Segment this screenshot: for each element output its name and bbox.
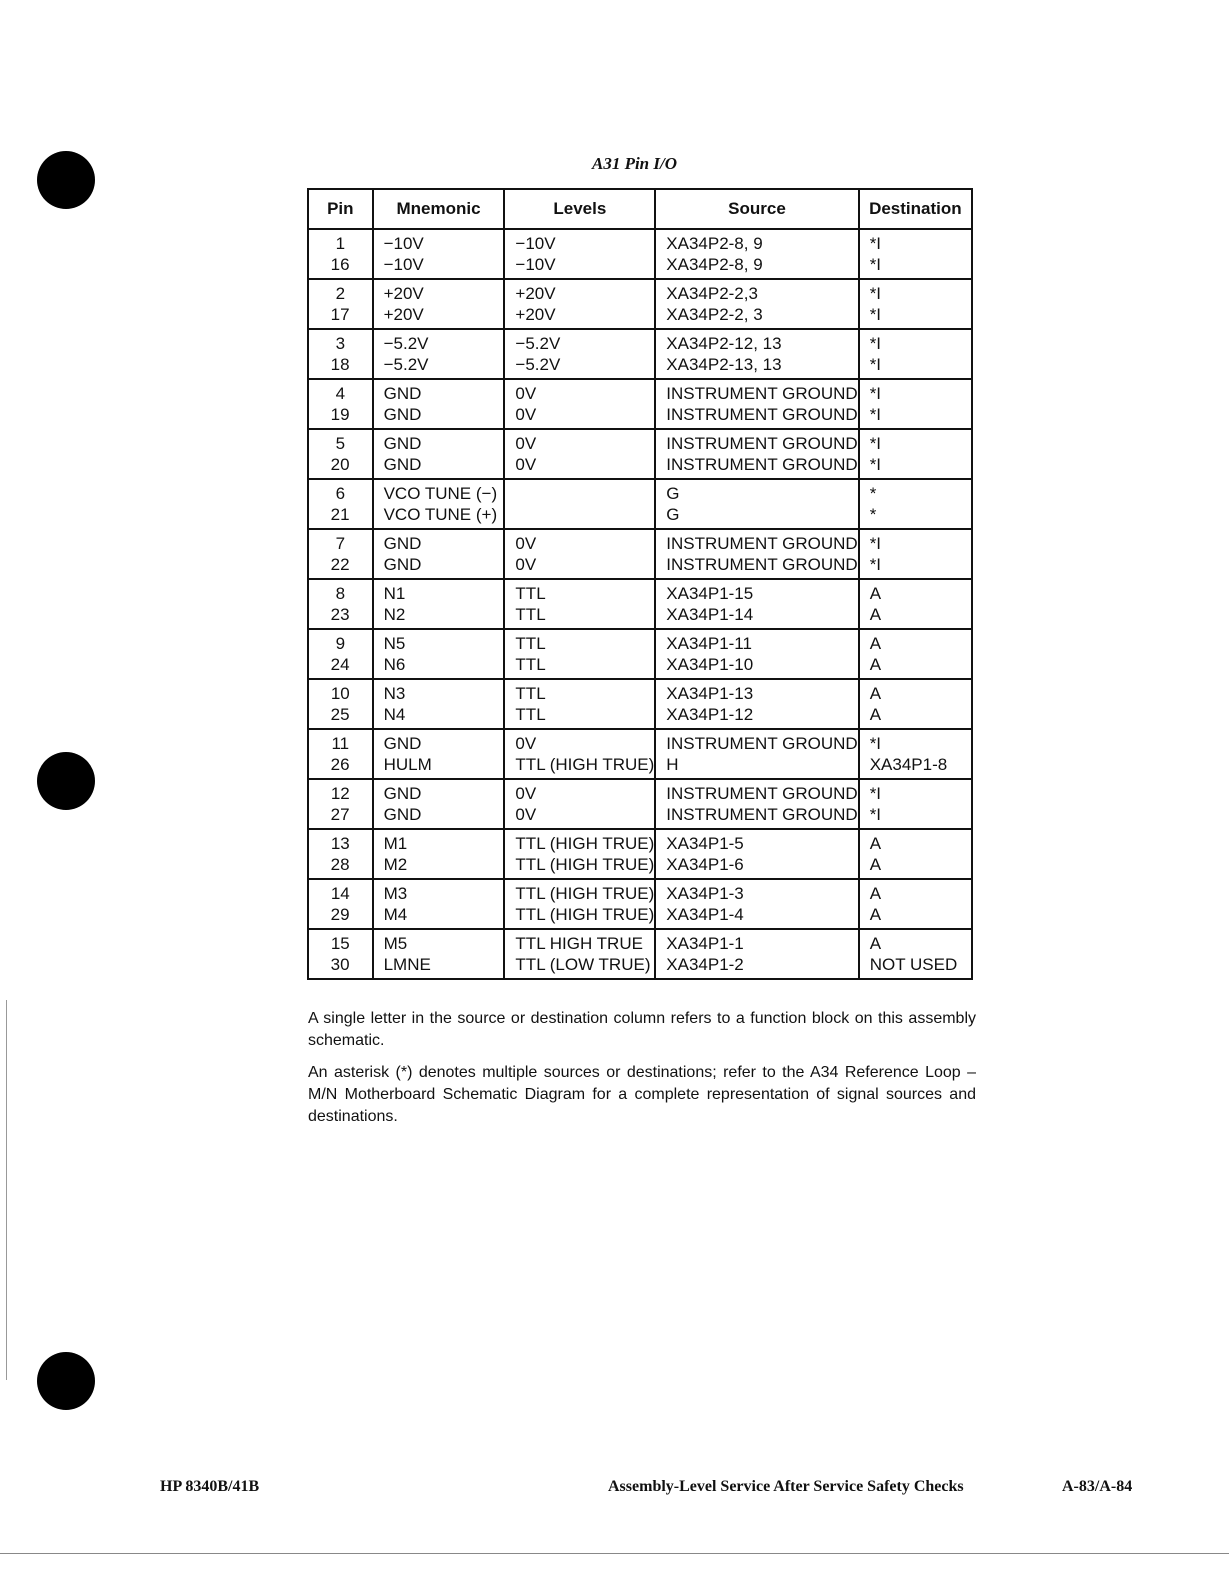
levels-cell (504, 479, 655, 529)
source-cell (655, 779, 858, 829)
levels-cell-line: TTL (515, 584, 546, 603)
table-row (308, 879, 972, 929)
page-title: A31 Pin I/O (591, 154, 678, 173)
mnemonic-cell (373, 779, 505, 829)
pin-cell-line: 26 (330, 755, 350, 774)
table-row (308, 679, 972, 729)
source-cell-line: INSTRUMENT GROUND (666, 405, 858, 424)
source-cell-line: G (666, 505, 680, 524)
source-cell-line: XA34P2-2,3 (666, 284, 758, 303)
column-header-pin: Pin (308, 189, 373, 229)
pin-cell (308, 429, 373, 479)
table-row (308, 579, 972, 629)
pin-cell-line: 19 (330, 405, 350, 424)
source-cell (655, 529, 858, 579)
destination-cell-line: XA34P1-8 (869, 755, 948, 774)
pin-cell (308, 829, 373, 879)
destination-cell-line: *I (869, 784, 882, 803)
pin-cell-line: 4 (335, 384, 346, 403)
margin-line (6, 1000, 7, 1380)
pin-cell (308, 729, 373, 779)
note-single-letter: A single letter in the source or destination column refers to a function block on this assembly schematic. (308, 1010, 976, 1049)
mnemonic-cell-line: N2 (383, 605, 406, 624)
notes (308, 1008, 976, 1138)
destination-cell-line: NOT USED (869, 955, 958, 974)
destination-cell (859, 229, 972, 279)
source-cell (655, 879, 858, 929)
pin-cell-line: 2 (335, 284, 346, 303)
destination-cell (859, 729, 972, 779)
mnemonic-cell (373, 629, 505, 679)
mnemonic-cell-line: M1 (383, 834, 408, 853)
destination-cell-line: A (869, 684, 882, 703)
levels-cell-line: 0V (515, 805, 537, 824)
source-cell-line: XA34P1-14 (666, 605, 754, 624)
destination-cell-line: *I (869, 234, 882, 253)
pin-cell-line: 13 (330, 834, 350, 853)
mnemonic-cell (373, 229, 505, 279)
source-cell-line: XA34P2-2, 3 (666, 305, 763, 324)
levels-cell-line: 0V (515, 534, 537, 553)
pin-cell (308, 929, 373, 979)
pin-cell (308, 579, 373, 629)
pin-cell-line: 15 (330, 934, 350, 953)
pin-cell-line: 20 (330, 455, 350, 474)
mnemonic-cell (373, 529, 505, 579)
source-cell (655, 829, 858, 879)
levels-cell-line: TTL (LOW TRUE) (515, 955, 651, 974)
mnemonic-cell (373, 279, 505, 329)
mnemonic-cell-line: +20V (383, 305, 424, 324)
source-cell-line: XA34P1-6 (666, 855, 744, 874)
levels-cell-line: 0V (515, 405, 537, 424)
levels-cell-line: −10V (515, 255, 556, 274)
column-header-mnemonic: Mnemonic (373, 189, 505, 229)
mnemonic-cell-line: GND (383, 384, 422, 403)
levels-cell-line: +20V (515, 284, 556, 303)
pin-cell (308, 279, 373, 329)
source-cell (655, 429, 858, 479)
source-cell-line: XA34P2-8, 9 (666, 255, 763, 274)
destination-cell-line: A (869, 584, 882, 603)
levels-cell (504, 579, 655, 629)
mnemonic-cell-line: GND (383, 434, 422, 453)
pin-cell-line: 11 (331, 734, 350, 753)
mnemonic-cell-line: N1 (383, 584, 406, 603)
destination-cell (859, 379, 972, 429)
pin-io-table (307, 188, 973, 980)
pin-cell (308, 479, 373, 529)
source-cell-line: XA34P2-12, 13 (666, 334, 782, 353)
pin-cell (308, 229, 373, 279)
mnemonic-cell-line: N3 (383, 684, 406, 703)
levels-cell-line: TTL HIGH TRUE (515, 934, 643, 953)
table-body (308, 229, 972, 979)
table-row (308, 829, 972, 879)
source-cell-line: XA34P1-3 (666, 884, 744, 903)
destination-cell-line: A (869, 884, 882, 903)
mnemonic-cell (373, 329, 505, 379)
destination-cell-line: A (869, 605, 882, 624)
destination-cell-line: A (869, 855, 882, 874)
mnemonic-cell (373, 879, 505, 929)
destination-cell-line: *I (869, 734, 882, 753)
levels-cell (504, 229, 655, 279)
source-cell-line: INSTRUMENT GROUND (666, 384, 858, 403)
table-row (308, 479, 972, 529)
mnemonic-cell (373, 579, 505, 629)
binder-hole-bottom (37, 1352, 95, 1410)
source-cell (655, 479, 858, 529)
mnemonic-cell (373, 379, 505, 429)
mnemonic-cell-line: GND (383, 405, 422, 424)
source-cell (655, 229, 858, 279)
binder-hole-middle (37, 752, 95, 810)
destination-cell-line: *I (869, 805, 882, 824)
footer-center: Assembly-Level Service After Service Safety Checks (608, 1478, 964, 1495)
mnemonic-cell (373, 429, 505, 479)
levels-cell-line: 0V (515, 555, 537, 574)
table-row (308, 529, 972, 579)
levels-cell-line: TTL (HIGH TRUE) (515, 755, 655, 774)
levels-cell (504, 629, 655, 679)
table-row (308, 629, 972, 679)
destination-cell-line: A (869, 934, 882, 953)
levels-cell-line (505, 483, 654, 504)
pin-cell (308, 679, 373, 729)
destination-cell (859, 679, 972, 729)
pin-cell-line: 16 (330, 255, 350, 274)
levels-cell (504, 279, 655, 329)
mnemonic-cell-line: GND (383, 734, 422, 753)
mnemonic-cell (373, 929, 505, 979)
pin-cell-line: 6 (335, 484, 346, 503)
destination-cell (859, 429, 972, 479)
source-cell-line: H (666, 755, 679, 774)
destination-cell (859, 829, 972, 879)
pin-cell-line: 12 (330, 784, 350, 803)
source-cell-line: XA34P2-13, 13 (666, 355, 782, 374)
destination-cell-line: *I (869, 334, 882, 353)
source-cell-line: INSTRUMENT GROUND (666, 455, 858, 474)
table-row (308, 779, 972, 829)
pin-cell-line: 1 (335, 234, 346, 253)
levels-cell (504, 829, 655, 879)
destination-cell (859, 929, 972, 979)
source-cell (655, 729, 858, 779)
source-cell (655, 379, 858, 429)
destination-cell-line: *I (869, 405, 882, 424)
pin-cell-line: 14 (330, 884, 350, 903)
bottom-rule (0, 1553, 1229, 1554)
table-row (308, 929, 972, 979)
mnemonic-cell-line: −10V (383, 234, 424, 253)
mnemonic-cell-line: M5 (383, 934, 408, 953)
mnemonic-cell-line: HULM (383, 755, 432, 774)
destination-cell-line: *I (869, 305, 882, 324)
mnemonic-cell (373, 679, 505, 729)
destination-cell (859, 879, 972, 929)
destination-cell (859, 779, 972, 829)
levels-cell (504, 679, 655, 729)
levels-cell-line: TTL (HIGH TRUE) (515, 884, 655, 903)
mnemonic-cell-line: LMNE (383, 955, 431, 974)
levels-cell-line: TTL (515, 634, 546, 653)
mnemonic-cell-line: −10V (383, 255, 424, 274)
source-cell-line: INSTRUMENT GROUND (666, 434, 858, 453)
source-cell (655, 329, 858, 379)
source-cell (655, 579, 858, 629)
source-cell-line: INSTRUMENT GROUND (666, 534, 858, 553)
destination-cell-line: *I (869, 434, 882, 453)
source-cell-line: XA34P1-1 (666, 934, 744, 953)
mnemonic-cell-line: VCO TUNE (+) (383, 505, 498, 524)
levels-cell-line: 0V (515, 455, 537, 474)
destination-cell-line: * (869, 484, 877, 503)
column-header-source: Source (655, 189, 858, 229)
note-asterisk: An asterisk (*) denotes multiple sources or destinations; refer to the A34 Reference Loop – M/N Motherboard Schematic Diagram for a complete representation of signal sources and destinations. (308, 1064, 976, 1125)
footer-right: A-83/A-84 (1062, 1478, 1133, 1495)
pin-cell (308, 329, 373, 379)
destination-cell-line: *I (869, 255, 882, 274)
pin-cell-line: 22 (330, 555, 350, 574)
mnemonic-cell (373, 729, 505, 779)
pin-cell-line: 10 (330, 684, 350, 703)
mnemonic-cell-line: GND (383, 455, 422, 474)
levels-cell-line: TTL (515, 705, 546, 724)
levels-cell-line: −5.2V (515, 334, 561, 353)
destination-cell-line: *I (869, 384, 882, 403)
source-cell-line: INSTRUMENT GROUND (666, 784, 858, 803)
levels-cell-line: +20V (515, 305, 556, 324)
mnemonic-cell-line: M4 (383, 905, 408, 924)
levels-cell (504, 429, 655, 479)
levels-cell-line: 0V (515, 434, 537, 453)
column-header-destination: Destination (859, 189, 972, 229)
source-cell (655, 629, 858, 679)
source-cell-line: XA34P1-13 (666, 684, 754, 703)
pin-cell-line: 25 (330, 705, 350, 724)
source-cell (655, 679, 858, 729)
destination-cell-line: *I (869, 534, 882, 553)
levels-cell (504, 779, 655, 829)
levels-cell-line: TTL (HIGH TRUE) (515, 834, 655, 853)
destination-cell-line: *I (869, 555, 882, 574)
destination-cell (859, 279, 972, 329)
mnemonic-cell-line: N4 (383, 705, 406, 724)
destination-cell-line: *I (869, 284, 882, 303)
destination-cell-line: A (869, 655, 882, 674)
mnemonic-cell-line: −5.2V (383, 355, 429, 374)
mnemonic-cell-line: N6 (383, 655, 406, 674)
pin-cell (308, 879, 373, 929)
destination-cell-line: A (869, 834, 882, 853)
destination-cell (859, 529, 972, 579)
mnemonic-cell (373, 829, 505, 879)
destination-cell (859, 329, 972, 379)
levels-cell (504, 879, 655, 929)
mnemonic-cell-line: GND (383, 805, 422, 824)
levels-cell-line: TTL (515, 655, 546, 674)
levels-cell-line: TTL (515, 605, 546, 624)
source-cell-line: XA34P1-2 (666, 955, 744, 974)
destination-cell-line: * (869, 505, 877, 524)
mnemonic-cell-line: GND (383, 555, 422, 574)
pin-cell-line: 3 (335, 334, 346, 353)
source-cell-line: XA34P1-4 (666, 905, 744, 924)
pin-cell-line: 29 (330, 905, 350, 924)
destination-cell (859, 629, 972, 679)
levels-cell-line: −10V (515, 234, 556, 253)
levels-cell-line: TTL (HIGH TRUE) (515, 855, 655, 874)
destination-cell-line: *I (869, 455, 882, 474)
levels-cell-line: 0V (515, 784, 537, 803)
pin-cell-line: 5 (335, 434, 346, 453)
pin-cell (308, 529, 373, 579)
pin-cell-line: 23 (330, 605, 350, 624)
source-cell-line: XA34P1-10 (666, 655, 754, 674)
source-cell-line: XA34P1-5 (666, 834, 744, 853)
levels-cell-line: −5.2V (515, 355, 561, 374)
table-row (308, 329, 972, 379)
pin-cell (308, 779, 373, 829)
table-row (308, 379, 972, 429)
mnemonic-cell-line: −5.2V (383, 334, 429, 353)
source-cell-line: XA34P1-15 (666, 584, 754, 603)
levels-cell (504, 329, 655, 379)
levels-cell-line: TTL (HIGH TRUE) (515, 905, 655, 924)
levels-cell (504, 929, 655, 979)
levels-cell-line: TTL (515, 684, 546, 703)
destination-cell (859, 579, 972, 629)
destination-cell (859, 479, 972, 529)
mnemonic-cell-line: GND (383, 784, 422, 803)
pin-cell-line: 17 (330, 305, 350, 324)
source-cell-line: INSTRUMENT GROUND (666, 555, 858, 574)
source-cell-line: XA34P1-11 (666, 634, 752, 653)
footer-left: HP 8340B/41B (160, 1478, 260, 1495)
source-cell-line: XA34P1-12 (666, 705, 754, 724)
pin-cell-line: 8 (335, 584, 346, 603)
mnemonic-cell-line: +20V (383, 284, 424, 303)
table-row (308, 279, 972, 329)
table-row (308, 229, 972, 279)
destination-cell-line: A (869, 705, 882, 724)
mnemonic-cell-line: GND (383, 534, 422, 553)
levels-cell-line: 0V (515, 384, 537, 403)
table-row (308, 429, 972, 479)
mnemonic-cell-line: M3 (383, 884, 408, 903)
pin-cell-line: 9 (335, 634, 346, 653)
levels-cell (504, 729, 655, 779)
pin-cell-line: 7 (335, 534, 346, 553)
source-cell-line: INSTRUMENT GROUND (666, 734, 858, 753)
source-cell-line: XA34P2-8, 9 (666, 234, 763, 253)
levels-cell-line (505, 504, 654, 525)
pin-cell-line: 27 (330, 805, 350, 824)
column-header-levels: Levels (504, 189, 655, 229)
levels-cell (504, 529, 655, 579)
pin-cell-line: 24 (330, 655, 350, 674)
destination-cell-line: A (869, 634, 882, 653)
table-header-row (308, 189, 972, 229)
pin-cell (308, 379, 373, 429)
source-cell-line: INSTRUMENT GROUND (666, 805, 858, 824)
source-cell (655, 929, 858, 979)
source-cell-line: G (666, 484, 680, 503)
levels-cell-line: 0V (515, 734, 537, 753)
levels-cell (504, 379, 655, 429)
pin-cell-line: 18 (330, 355, 350, 374)
table-row (308, 729, 972, 779)
mnemonic-cell-line: M2 (383, 855, 408, 874)
mnemonic-cell-line: VCO TUNE (−) (383, 484, 498, 503)
pin-cell (308, 629, 373, 679)
pin-cell-line: 28 (330, 855, 350, 874)
pin-cell-line: 21 (330, 505, 350, 524)
destination-cell-line: *I (869, 355, 882, 374)
mnemonic-cell-line: N5 (383, 634, 406, 653)
source-cell (655, 279, 858, 329)
destination-cell-line: A (869, 905, 882, 924)
pin-cell-line: 30 (330, 955, 350, 974)
mnemonic-cell (373, 479, 505, 529)
